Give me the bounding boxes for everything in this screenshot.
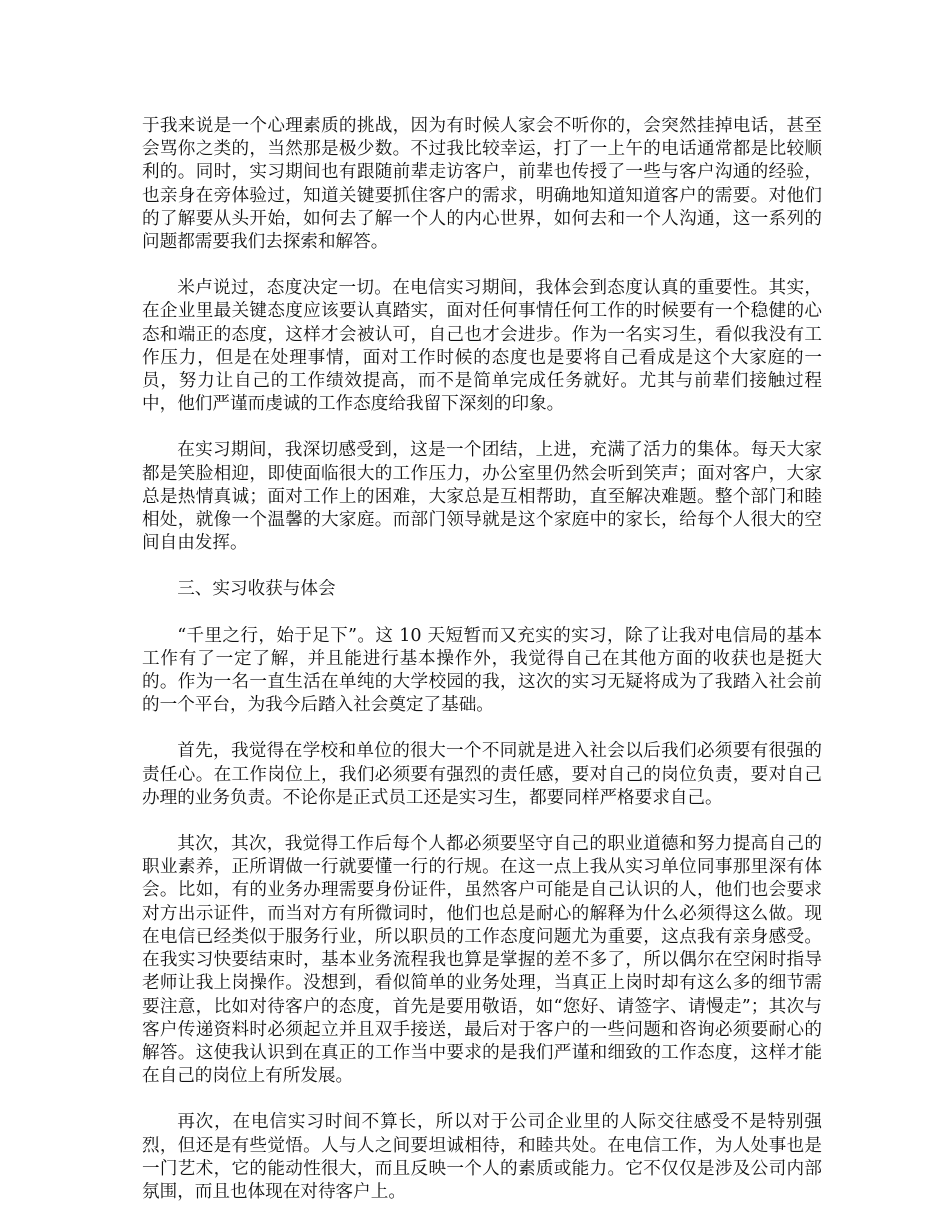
paragraph-gains-intro: “千里之行，始于足下”。这 10 天短暂而又充实的实习，除了让我对电信局的基本工作有了一定了解，并且能进行基本操作外，我觉得自己在其他方面的收获也是挺大的。作为一名一直生活在单纯的大学校园的我，这次的实习无疑将成为了我踏入社会前的一个平台，为我今后踏入社会奠定了基础。 xyxy=(142,625,822,716)
paragraph-continuation: 于我来说是一个心理素质的挑战，因为有时候人家会不听你的，会突然挂掉电话，甚至会骂你之类的，当然那是极少数。不过我比较幸运，打了一上午的电话通常都是比较顺利的。同时，实习期间也有跟随前辈走访客户，前辈也传授了一些与客户沟通的经验，也亲身在旁体验过，知道关键要抓住客户的需求，明确地知道知道客户的需要。对他们的了解要从头开始，如何去了解一个人的内心世界，如何去和一个人沟通，这一系列的问题都需要我们去探索和解答。 xyxy=(142,116,822,253)
paragraph-team: 在实习期间，我深切感受到，这是一个团结，上进，充满了活力的集体。每天大家都是笑脸相迎，即使面临很大的工作压力，办公室里仍然会听到笑声；面对客户，大家总是热情真诚；面对工作上的困难，大家总是互相帮助，直至解决难题。整个部门和睦相处，就像一个温馨的大家庭。而部门领导就是这个家庭中的家长，给每个人很大的空间自由发挥。 xyxy=(142,440,822,554)
document-page xyxy=(142,115,822,1204)
paragraph-attitude: 米卢说过，态度决定一切。在电信实习期间，我体会到态度认真的重要性。其实，在企业里最关键态度应该要认真踏实，面对任何事情任何工作的时候要有一个稳健的心态和端正的态度，这样才会被认可，自己也才会进步。作为一名实习生，看似我没有工作压力，但是在处理事情，面对工作时候的态度也是要将自己看成是这个大家庭的一员，努力让自己的工作绩效提高，而不是简单完成任务就好。尤其与前辈们接触过程中，他们严谨而虔诚的工作态度给我留下深刻的印象。 xyxy=(142,278,822,415)
paragraph-interpersonal: 再次，在电信实习时间不算长，所以对于公司企业里的人际交往感受不是特别强烈，但还是有些觉悟。人与人之间要坦诚相待，和睦共处。在电信工作，为人处事也是一门艺术，它的能动性很大，而且反映一个人的素质或能力。它不仅仅是涉及公司内部氛围，而且也体现在对待客户上。 xyxy=(142,1112,822,1202)
paragraph-responsibility: 首先，我觉得在学校和单位的很大一个不同就是进入社会以后我们必须要有很强的责任心。在工作岗位上，我们必须要有强烈的责任感，要对自己的岗位负责，要对自己办理的业务负责。不论你是正式员工还是实习生，都要同样严格要求自己。 xyxy=(142,741,822,808)
section-heading: 三、实习收获与体会 xyxy=(177,579,336,600)
paragraph-professional-ethics: 其次，其次，我觉得工作后每个人都必须要坚守自己的职业道德和努力提高自己的职业素养，正所谓做一行就要懂一行的行规。在这一点上我从实习单位同事那里深有体会。比如，有的业务办理需要身份证件，虽然客户可能是自己认识的人，他们也会要求对方出示证件，而当对方有所微词时，他们也总是耐心的解释为什么必须得这么做。现在电信已经类似于服务行业，所以职员的工作态度问题尤为重要，这点我有亲身感受。在我实习快要结束时，基本业务流程我也算是掌握的差不多了，所以偶尔在空闲时指导老师让我上岗操作。没想到，看似简单的业务处理，当真正上岗时却有这么多的细节需要注意，比如对待客户的态度，首先是要用敬语，如“您好、请签字、请慢走”；其次与客户传递资料时必须起立并且双手接送，最后对于客户的一些问题和咨询必须要耐心的解答。这使我认识到在真正的工作当中要求的是我们严谨和细致的工作态度，这样才能在自己的岗位上有所发展。 xyxy=(142,834,822,1087)
